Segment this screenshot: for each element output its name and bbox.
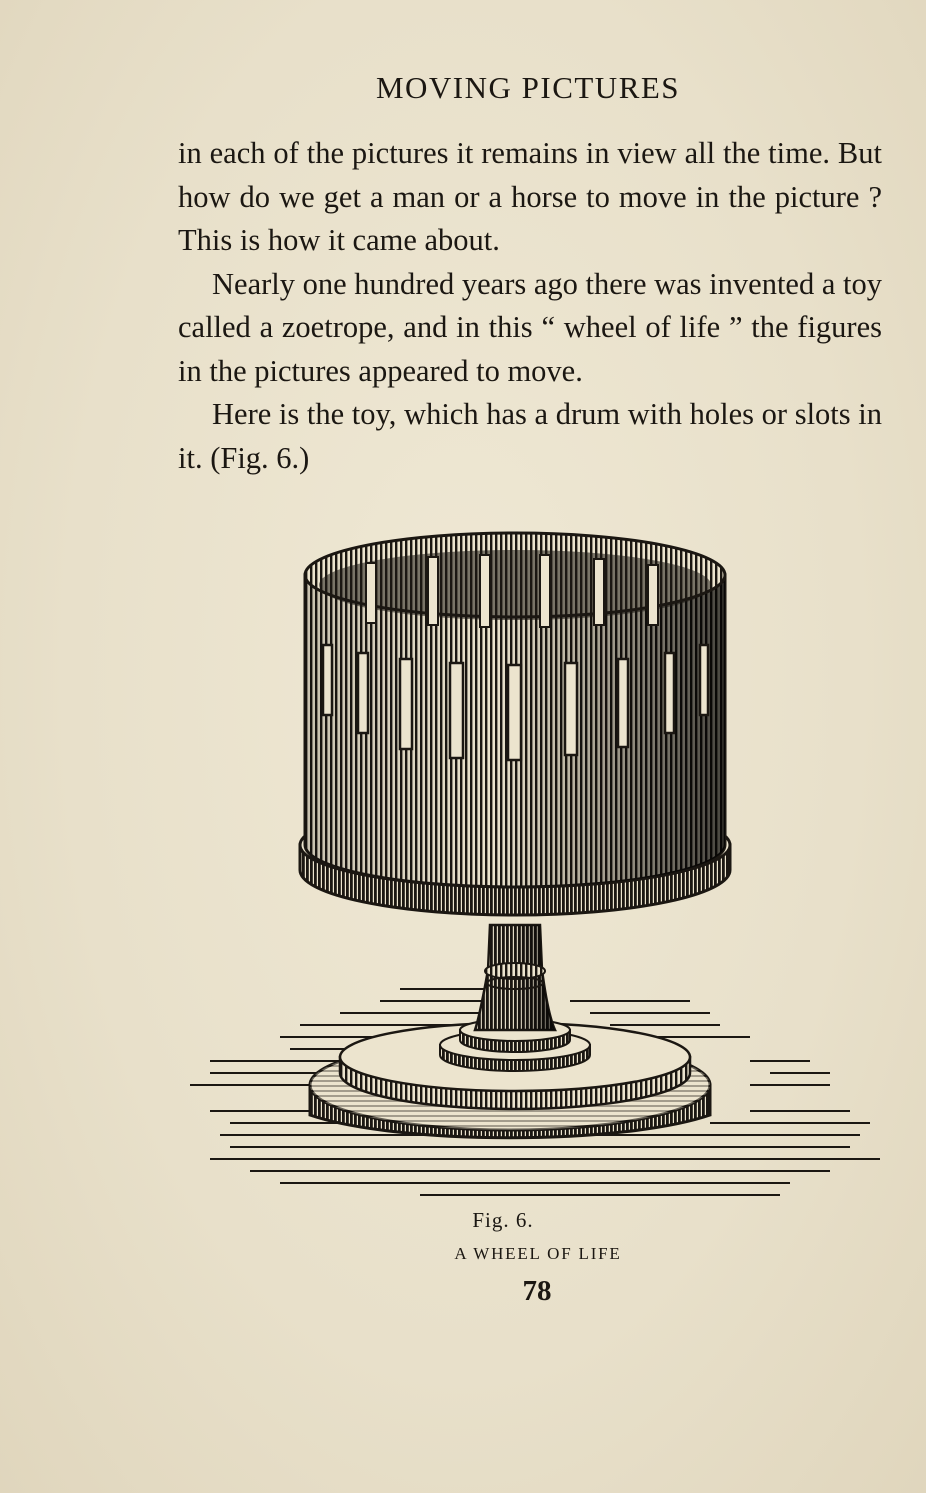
zoetrope-illustration [190,525,890,1215]
page-number: 78 [522,1275,552,1307]
figure-caption: A WHEEL OF LIFE [454,1244,622,1263]
body-text [178,132,882,480]
running-head: MOVING PICTURES [375,70,681,105]
stem [475,925,555,1030]
paragraph-continued: in each of the pictures it remains in view all the time. But how do we get a man or a horse to move in the picture ? This is how it came about. [178,136,882,257]
figure-number: Fig. 6. [472,1208,534,1232]
paragraph-toy: Here is the toy, which has a drum with holes or slots in it. (Fig. 6.) [178,397,882,475]
paragraph-zoetrope: Nearly one hundred years ago there was invented a toy called a zoetrope, and in this “ wheel of life ” the figures in the pictures appeared to move. [178,266,882,388]
drum-body [305,533,725,887]
